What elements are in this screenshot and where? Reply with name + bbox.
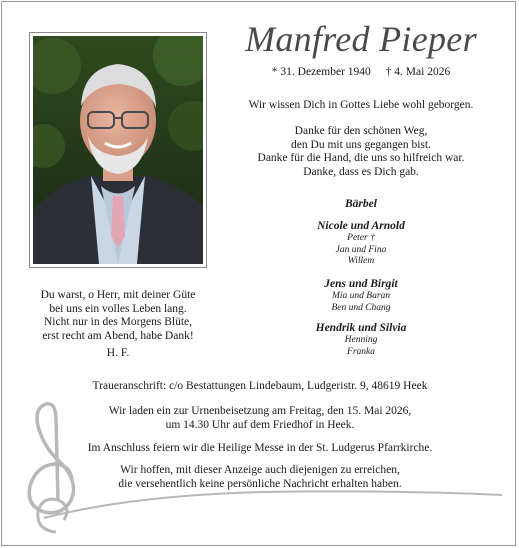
verse-line: Wir wissen Dich in Gottes Liebe wohl geborgen.	[248, 99, 474, 111]
portrait-frame	[29, 32, 207, 268]
verse-line: bei uns ein volles Leben lang.	[49, 302, 187, 315]
mourner-group	[216, 219, 506, 268]
mass-line: Im Anschluss feiern wir die Heilige Messe in der St. Ludgerus Pfarrkirche.	[87, 442, 433, 454]
mourner-sub: Mia und Baran	[331, 291, 391, 301]
verse-line: erst recht am Abend, habe Dank!	[42, 329, 194, 342]
funeral-info	[20, 405, 500, 432]
mourner-name: Bärbel	[345, 198, 377, 210]
life-dates	[216, 66, 506, 78]
verse-line: den Du mit uns gegangen bist.	[291, 138, 431, 151]
verse-line: Du warst, o Herr, mit deiner Güte	[40, 289, 196, 301]
verse-line: Nicht nur in des Morgens Blüte,	[44, 316, 192, 328]
mourner-sub: Peter †	[347, 233, 375, 243]
funeral-line: um 14.30 Uhr auf dem Friedhof in Heek.	[165, 418, 355, 431]
mourning-address	[20, 380, 500, 394]
deceased-name: Manfred Pieper	[245, 19, 477, 59]
funeral-line: Wir laden ein zur Urnenbeisetzung am Freitag, den 15. Mai 2026,	[108, 405, 412, 417]
mass-info	[20, 442, 500, 456]
thanks-verse	[216, 125, 506, 179]
mourner-sub: Franka	[347, 346, 375, 357]
mourner-name: Jens und Birgit	[324, 278, 398, 290]
mourner-sub: Willem	[347, 256, 375, 266]
mourner-sub: Henning	[344, 335, 378, 345]
psalm-verse	[16, 289, 220, 361]
mourner-sub: Jan und Fina	[335, 244, 387, 255]
mourner-name: Hendrik und Silvia	[315, 322, 407, 334]
verse-initials: H. F.	[106, 347, 130, 359]
mourner-group	[216, 277, 506, 314]
mourner-group	[216, 197, 506, 211]
mourner-name: Nicole und Arnold	[317, 220, 405, 232]
faith-verse	[216, 99, 506, 113]
mourner-group	[216, 321, 506, 358]
verse-line: Danke für die Hand, die uns so hilfreich war.	[257, 152, 465, 164]
closing-line: Wir hoffen, mit dieser Anzeige auch diejenigen zu erreichen,	[120, 464, 400, 476]
birth-date: * 31. Dezember 1940	[271, 66, 371, 78]
closing-line: die versehentlich keine persönliche Nachricht erhalten haben.	[118, 477, 402, 490]
death-date: † 4. Mai 2026	[385, 66, 451, 78]
address-line: Traueranschrift: c/o Bestattungen Lindebaum, Ludgeristr. 9, 48619 Heek	[92, 380, 428, 392]
verse-line: Danke für den schönen Weg,	[294, 125, 428, 137]
verse-line: Danke, dass es Dich gab.	[303, 165, 419, 178]
closing-note	[20, 464, 500, 491]
portrait-photo	[33, 36, 203, 264]
mourner-sub: Ben und Chang	[331, 302, 391, 313]
